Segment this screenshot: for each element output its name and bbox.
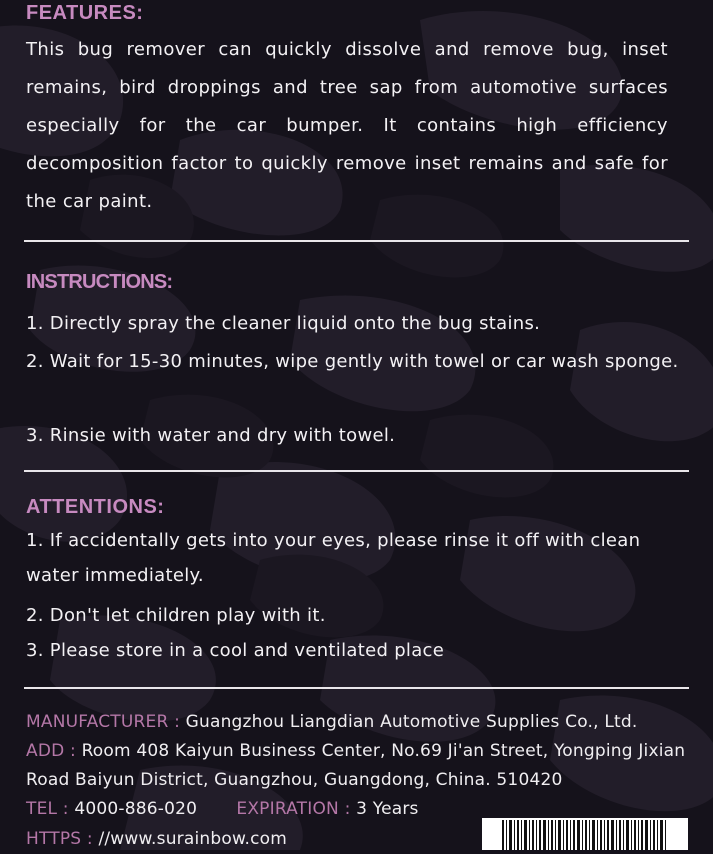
instruction-item-2: 2. Wait for 15-30 minutes, wipe gently with towel or car wash sponge.: [26, 351, 679, 372]
manufacturer-value: Guangzhou Liangdian Automotive Supplies Co., Ltd.: [185, 712, 638, 732]
address-block: [26, 737, 691, 795]
https-line: [26, 829, 287, 849]
features-text: This bug remover can quickly dissolve and remove bug, inset remains, bird droppings and tree sap from automotive surfaces especially for the car bumper. It contains high efficiency decomposition factor to quickly remove inset remains and safe for the car paint.: [26, 39, 668, 212]
address-label: ADD :: [26, 741, 76, 761]
barcode-bars-icon: [482, 818, 688, 850]
https-value: //www.surainbow.com: [98, 829, 288, 849]
attention-item-2: 2. Don't let children play with it.: [26, 605, 326, 626]
instruction-item-1: 1. Directly spray the cleaner liquid onto the bug stains.: [26, 313, 541, 334]
https-label: HTTPS :: [26, 829, 93, 849]
barcode: [482, 818, 688, 850]
address-value: Room 408 Kaiyun Business Center, No.69 Ji'an Street, Yongping Jixian Road Baiyun District, Guangzhou, Guangdong, China. 510420: [26, 741, 686, 790]
expiration-value: 3 Years: [356, 799, 419, 819]
features-heading: FEATURES:: [26, 2, 144, 24]
tel-label: TEL :: [26, 799, 69, 819]
instruction-item-3: 3. Rinsie with water and dry with towel.: [26, 425, 396, 446]
divider-features: [24, 240, 689, 242]
expiration-label: EXPIRATION :: [236, 799, 351, 819]
manufacturer-label: MANUFACTURER :: [26, 712, 180, 732]
instructions-heading: INSTRUCTIONS:: [26, 271, 173, 293]
attentions-heading: ATTENTIONS:: [26, 496, 165, 518]
tel-value: 4000-886-020: [74, 799, 198, 819]
tel-expiration-line: [26, 799, 419, 819]
divider-instructions: [24, 470, 689, 472]
attention-item-3: 3. Please store in a cool and ventilated place: [26, 640, 445, 661]
attention-item-1: 1. If accidentally gets into your eyes, please rinse it off with clean water immediately.: [26, 530, 641, 586]
divider-attentions: [24, 687, 689, 689]
manufacturer-line: [26, 712, 637, 732]
